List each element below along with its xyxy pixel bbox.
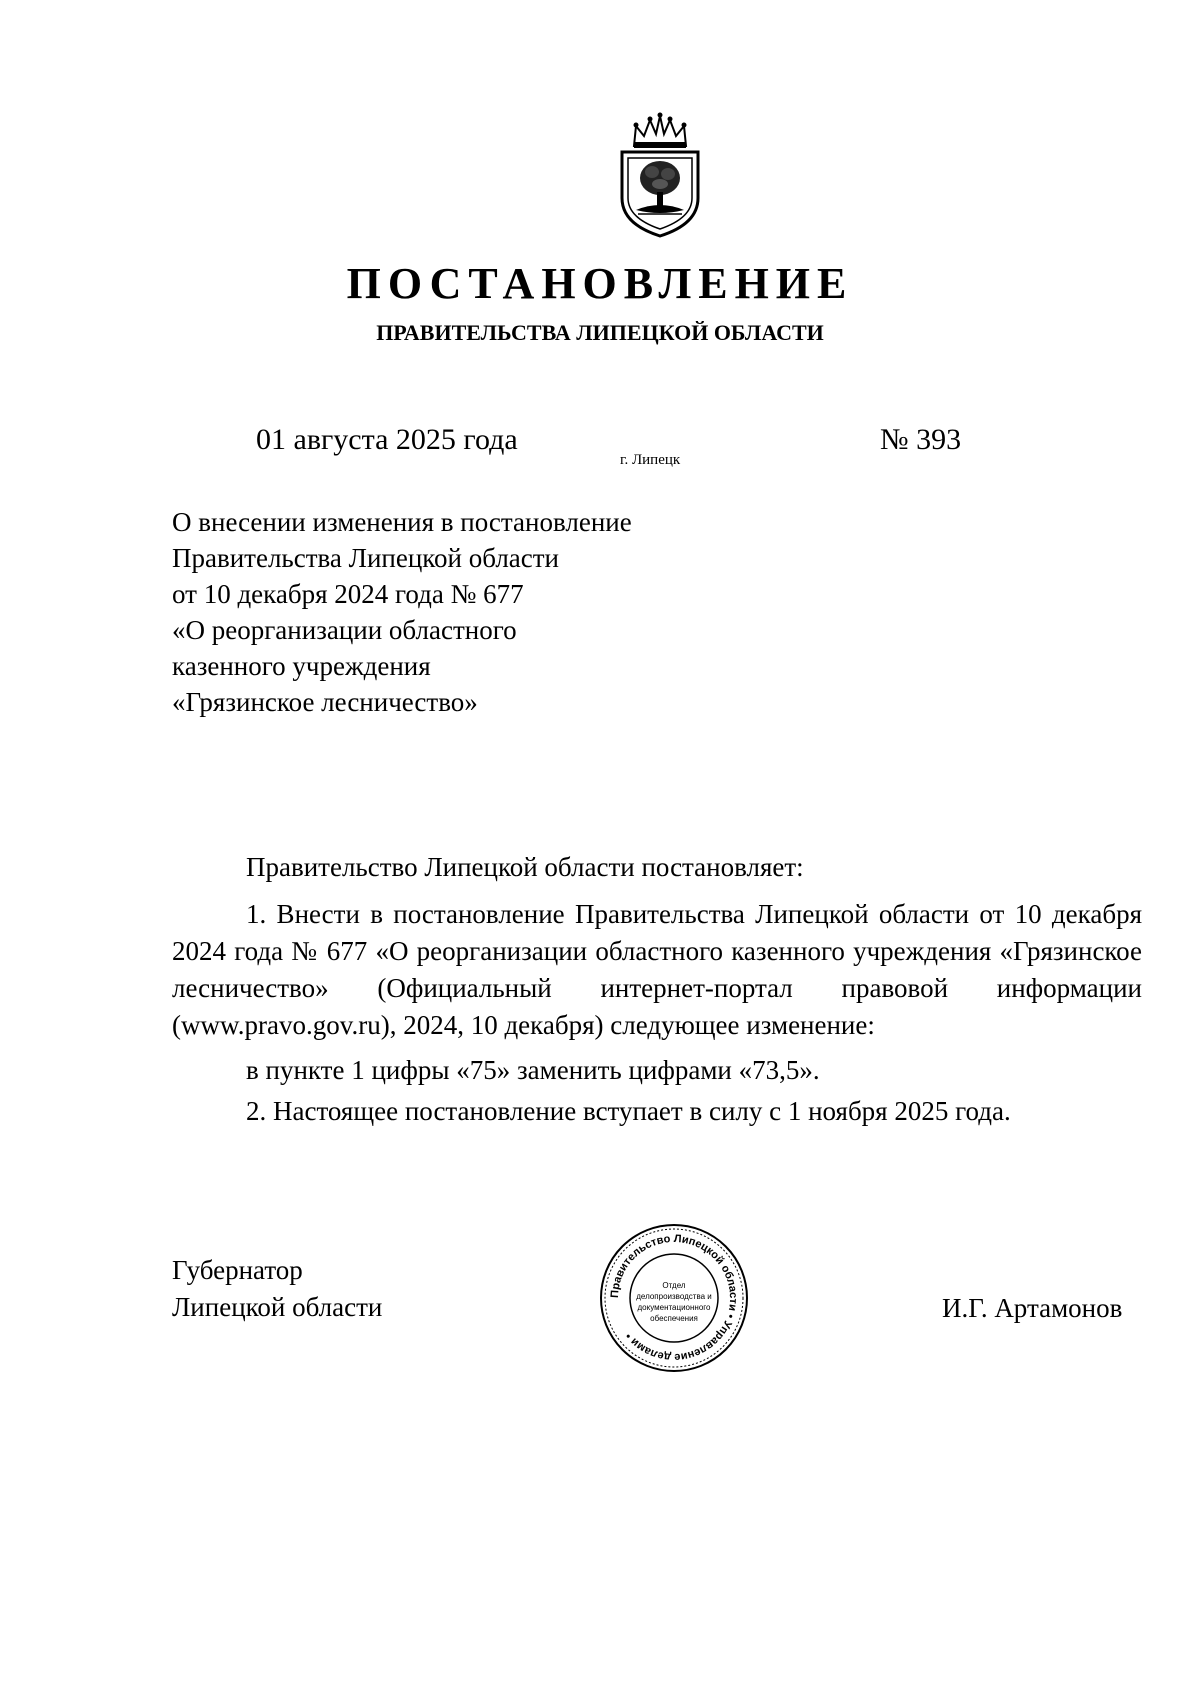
document-date: 01 августа 2025 года [256, 423, 518, 456]
stamp-center-line: обеспечения [650, 1314, 698, 1323]
preamble-paragraph: Правительство Липецкой области постановляет: [246, 852, 804, 882]
subject-line: «Грязинское лесничество» [172, 687, 478, 717]
document-number: № 393 [880, 423, 962, 456]
item-2-paragraph: 2. Настоящее постановление вступает в силу с 1 ноября 2025 года. [246, 1096, 1011, 1126]
document-title: ПОСТАНОВЛЕНИЕ [346, 259, 854, 308]
document-subject [172, 504, 692, 720]
signer-position-line: Липецкой области [172, 1292, 383, 1322]
signer-position [172, 1252, 382, 1326]
document-body [172, 849, 1142, 1130]
signer-position-line: Губернатор [172, 1255, 303, 1285]
item-1-paragraph: 1. Внести в постановление Правительства Липецкой области от 10 декабря 2024 года № 677 «О реорганизации областного казенного учреждения «Грязинское лесничество» (Официальный интернет-портал правовой информации (www.pravo.gov.ru), 2024, 10 декабря) следующее изменение: [172, 899, 1142, 1040]
official-stamp-seal [598, 1222, 750, 1374]
stamp-center-line: Отдел [662, 1281, 686, 1290]
subject-line: от 10 декабря 2024 года № 677 [172, 579, 524, 609]
signer-name: И.Г. Артамонов [942, 1293, 1123, 1323]
stamp-ring-text: Правительство Липецкой области • Управление делами • [608, 1232, 740, 1364]
document-place: г. Липецк [620, 452, 681, 468]
coat-of-arms-emblem [612, 112, 708, 240]
amendment-paragraph: в пункте 1 цифры «75» заменить цифрами «73,5». [246, 1055, 820, 1085]
subject-line: «О реорганизации областного [172, 615, 517, 645]
subject-line: казенного учреждения [172, 651, 431, 681]
subject-line: Правительства Липецкой области [172, 543, 560, 573]
issuer-subtitle: ПРАВИТЕЛЬСТВА ЛИПЕЦКОЙ ОБЛАСТИ [376, 320, 824, 345]
stamp-center-line: документационного [637, 1303, 711, 1312]
stamp-center-line: делопроизводства и [636, 1292, 712, 1301]
subject-line: О внесении изменения в постановление [172, 507, 632, 537]
